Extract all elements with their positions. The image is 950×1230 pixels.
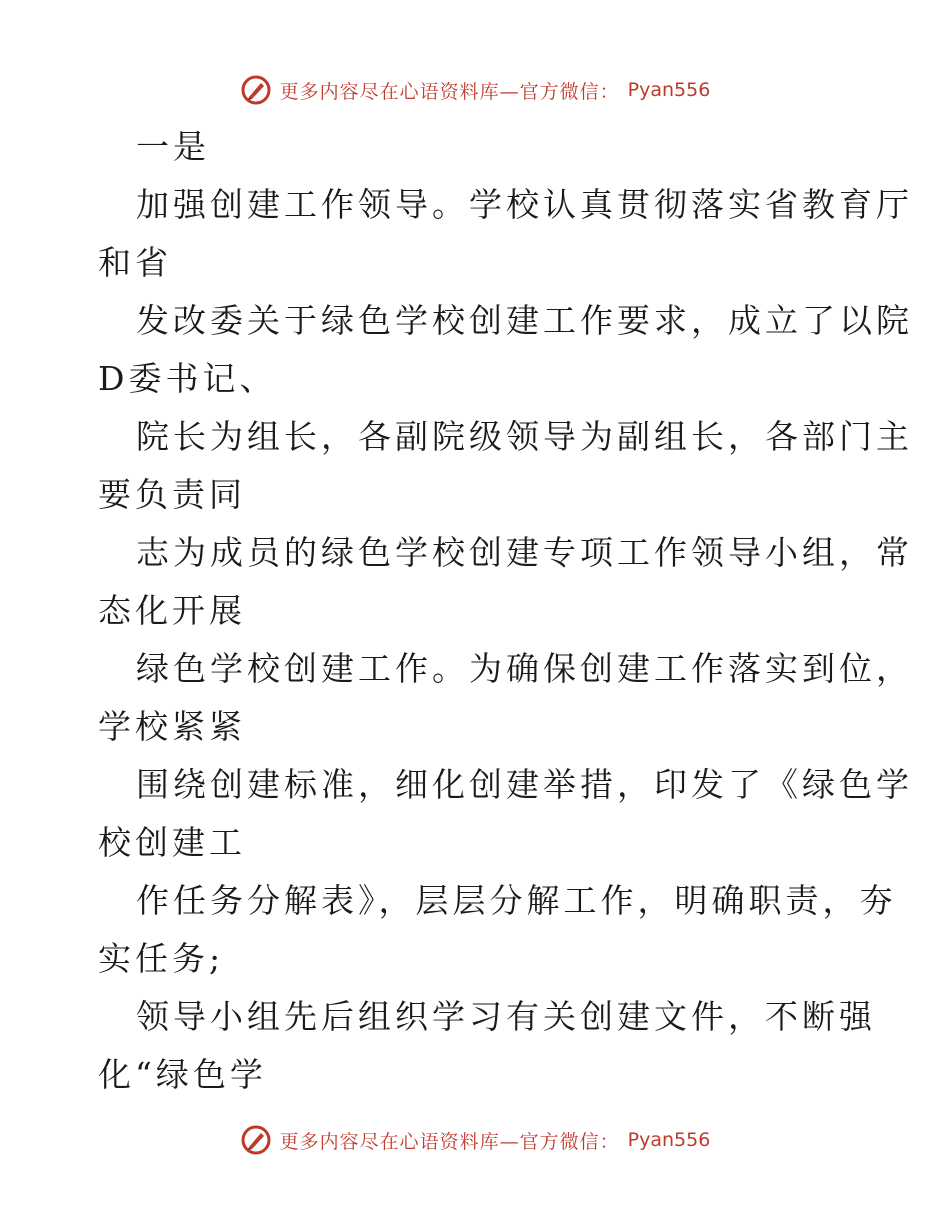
text-line: 围绕创建标准，细化创建举措，印发了《绿色学 — [136, 765, 913, 804]
banner-wechat-id: Pyan556 — [627, 79, 711, 101]
banner-wechat-id: Pyan556 — [627, 1129, 711, 1151]
text-line: 要负责同 — [98, 475, 246, 514]
pen-logo-icon — [240, 1124, 272, 1156]
text-line: 绿色学校创建工作。为确保创建工作落实到位， — [136, 649, 913, 688]
header-banner — [0, 70, 950, 110]
text-line: 和省 — [98, 243, 172, 282]
text-line: 化“绿色学 — [98, 1055, 267, 1094]
text-line: 校创建工 — [98, 823, 246, 862]
banner-text: 更多内容尽在心语资料库—官方微信： — [279, 1130, 620, 1153]
text-line: 实任务; — [98, 939, 225, 978]
text-line: 一是 — [136, 127, 210, 166]
text-line: D委书记、 — [98, 359, 277, 398]
text-line: 院长为组长，各副院级领导为副组长，各部门主 — [136, 417, 913, 456]
text-line: 领导小组先后组织学习有关创建文件，不断强 — [136, 997, 876, 1036]
text-line: 态化开展 — [98, 591, 246, 630]
text-line: 学校紧紧 — [98, 707, 246, 746]
banner-text: 更多内容尽在心语资料库—官方微信： — [279, 80, 620, 103]
footer-banner — [0, 1120, 950, 1160]
text-line: 加强创建工作领导。学校认真贯彻落实省教育厅 — [136, 185, 913, 224]
text-line: 发改委关于绿色学校创建工作要求，成立了以院 — [136, 301, 913, 340]
pen-logo-icon — [240, 74, 272, 106]
text-line: 作任务分解表》，层层分解工作，明确职责，夯 — [136, 881, 897, 920]
text-line: 志为成员的绿色学校创建专项工作领导小组，常 — [136, 533, 913, 572]
